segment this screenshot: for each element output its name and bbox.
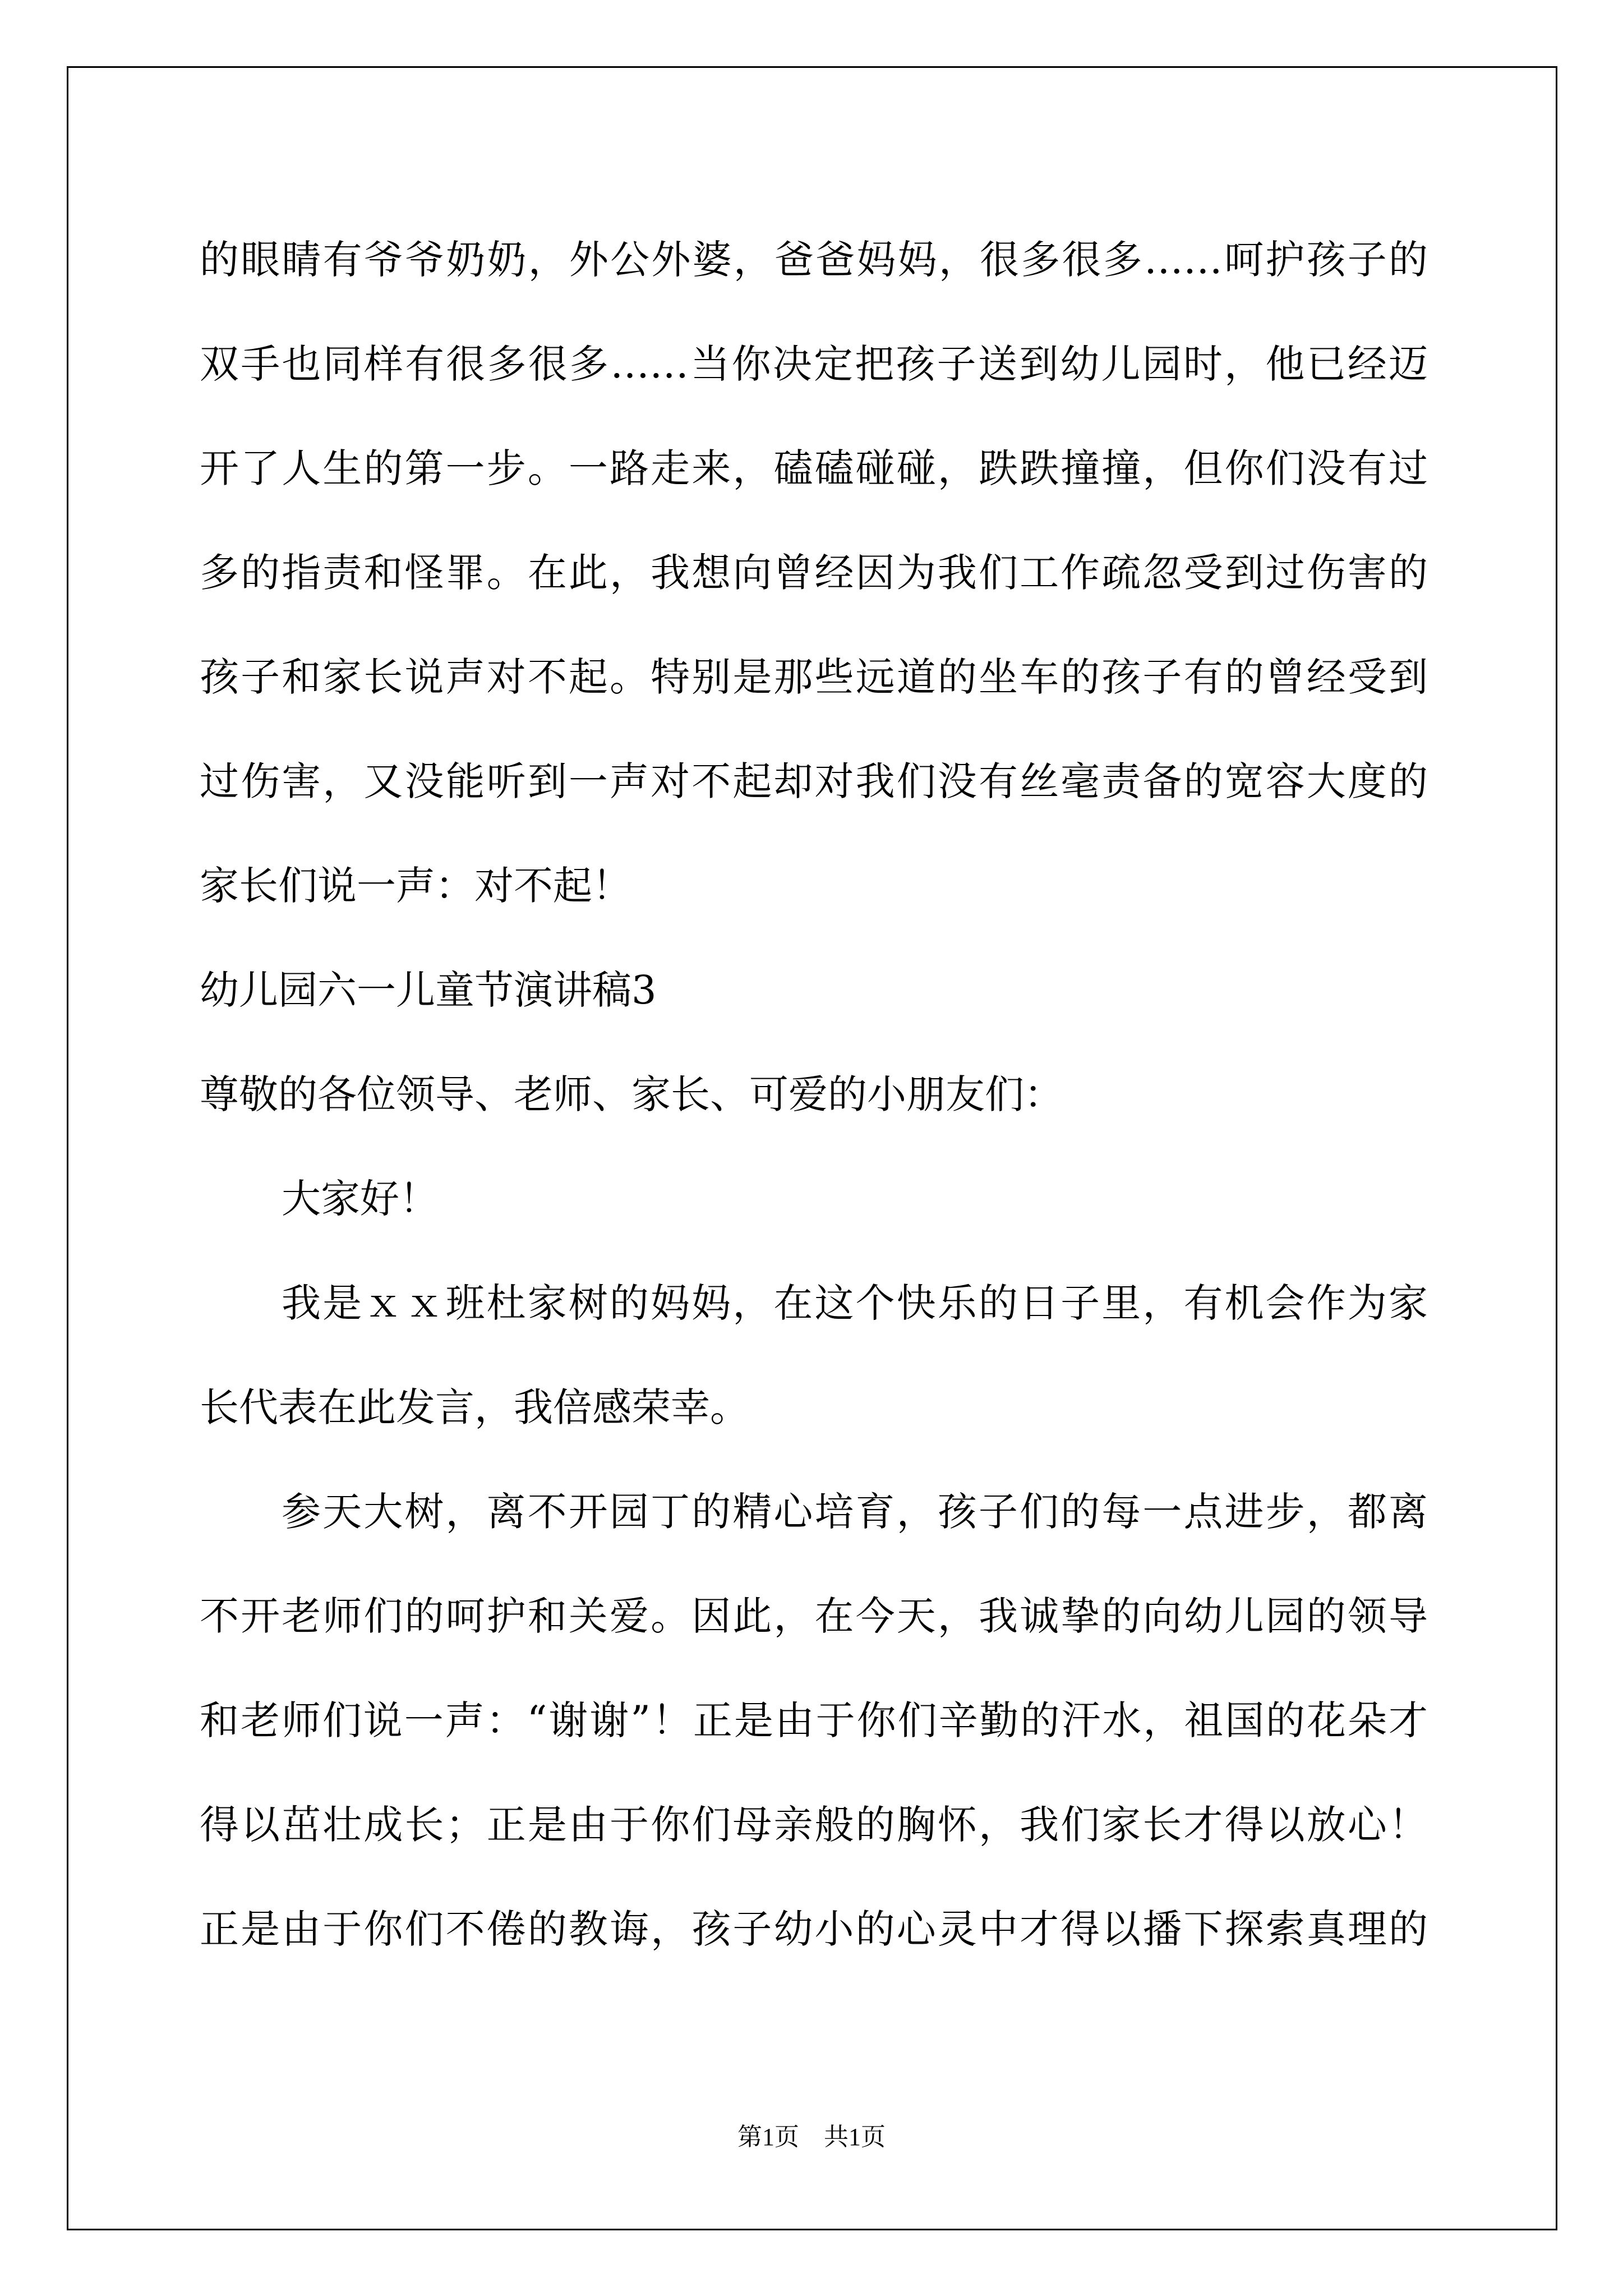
section-title: 幼儿园六一儿童节演讲稿3 (200, 967, 657, 1013)
paragraph-line: 我是ｘｘ班杜家树的妈妈，在这个快乐的日子里，有机会作为家 (282, 1280, 1428, 1326)
paragraph-line: 不开老师们的呵护和关爱。因此，在今天，我诚挚的向幼儿园的领导 (200, 1593, 1428, 1639)
paragraph-line: 和老师们说一声：“谢谢”！正是由于你们辛勤的汗水，祖国的花朵才 (200, 1697, 1428, 1743)
document-body (200, 208, 1428, 1981)
salutation: 尊敬的各位领导、老师、家长、可爱的小朋友们： (200, 1071, 1063, 1117)
paragraph-line: 得以茁壮成长；正是由于你们母亲般的胸怀，我们家长才得以放心！ (200, 1802, 1428, 1848)
paragraph-line: 双手也同样有很多很多……当你决定把孩子送到幼儿园时，他已经迈 (200, 341, 1428, 387)
paragraph-line: 孩子和家长说声对不起。特别是那些远道的坐车的孩子有的曾经受到 (200, 654, 1428, 700)
paragraph-line: 多的指责和怪罪。在此，我想向曾经因为我们工作疏忽受到过伤害的 (200, 550, 1428, 596)
greeting: 大家好！ (282, 1176, 439, 1222)
page-number-footer: 第1页 共1页 (737, 2123, 886, 2151)
paragraph-line: 家长们说一声：对不起！ (200, 863, 631, 909)
paragraph-line: 的眼睛有爷爷奶奶，外公外婆，爸爸妈妈，很多很多……呵护孩子的 (200, 237, 1428, 283)
paragraph-line: 长代表在此发言，我倍感荣幸。 (200, 1384, 749, 1430)
paragraph-line: 过伤害，又没能听到一声对不起却对我们没有丝毫责备的宽容大度的 (200, 758, 1428, 804)
paragraph-line: 开了人生的第一步。一路走来，磕磕碰碰，跌跌撞撞，但你们没有过 (200, 445, 1428, 491)
paragraph-line: 正是由于你们不倦的教诲，孩子幼小的心灵中才得以播下探索真理的 (200, 1906, 1428, 1952)
paragraph-line: 参天大树，离不开园丁的精心培育，孩子们的每一点进步，都离 (282, 1489, 1428, 1535)
